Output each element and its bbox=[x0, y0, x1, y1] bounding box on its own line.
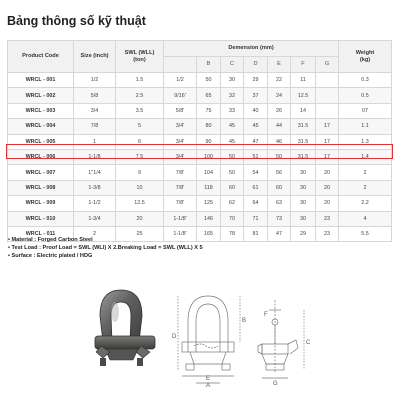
cell-dim-a: 3/4' bbox=[164, 134, 197, 149]
cell-dim-b: 75 bbox=[197, 103, 221, 118]
header-dim-d: D bbox=[244, 57, 268, 73]
cell-dim-e: 47 bbox=[268, 226, 291, 241]
cell-dim-f: 12.5 bbox=[291, 88, 316, 103]
table-row bbox=[8, 88, 392, 103]
cell-size: 1-3/4 bbox=[74, 211, 116, 226]
table-row bbox=[8, 165, 392, 180]
cell-dim-a: 7/8' bbox=[164, 165, 197, 180]
cell-size: 1-1/8 bbox=[74, 149, 116, 164]
cell-size: 7/8 bbox=[74, 119, 116, 134]
notes bbox=[8, 236, 203, 260]
cell-dim-b: 125 bbox=[197, 196, 221, 211]
cell-dim-g: 23 bbox=[316, 211, 339, 226]
cell-dim-c: 50 bbox=[221, 165, 244, 180]
cell-dim-a: 1-1/8' bbox=[164, 211, 197, 226]
cell-dim-d: 47 bbox=[244, 134, 268, 149]
table-row bbox=[8, 211, 392, 226]
cell-dim-e: 63 bbox=[268, 196, 291, 211]
cell-dim-g: 17 bbox=[316, 134, 339, 149]
cell-swl: 7.5 bbox=[116, 149, 164, 164]
cell-dim-g: 17 bbox=[316, 149, 339, 164]
note-test-load: • Test Load : Proof Load = SWL (WLI) X 2.Breaking Load = SWL (WLL) X 5 bbox=[8, 245, 203, 251]
label-e: E bbox=[206, 376, 211, 382]
cell-size: 1/2 bbox=[74, 73, 116, 88]
spec-table bbox=[7, 40, 392, 242]
cell-dim-c: 62 bbox=[221, 196, 244, 211]
cell-code: WRCL - 010 bbox=[8, 211, 74, 226]
cell-swl: 9 bbox=[116, 165, 164, 180]
cell-size: 3/4 bbox=[74, 103, 116, 118]
cell-dim-e: 56 bbox=[268, 165, 291, 180]
cell-dim-c: 45 bbox=[221, 134, 244, 149]
header-weight-label: Weight bbox=[355, 49, 375, 56]
page-title: Bảng thông số kỹ thuật bbox=[7, 14, 146, 28]
cell-weight: 2.2 bbox=[339, 196, 392, 211]
product-drawings bbox=[0, 280, 400, 390]
cell-dim-g bbox=[316, 73, 339, 88]
cell-dim-a: 3/4' bbox=[164, 119, 197, 134]
header-product-code: Product Code bbox=[8, 41, 74, 73]
header-weight bbox=[339, 41, 392, 73]
cell-size: 1"1/4 bbox=[74, 165, 116, 180]
cell-dim-b: 165 bbox=[197, 226, 221, 241]
cell-dim-a: 5/8' bbox=[164, 103, 197, 118]
cell-code: WRCL - 011 bbox=[8, 226, 74, 241]
cell-swl: 1.5 bbox=[116, 73, 164, 88]
cell-dim-f: 31.5 bbox=[291, 134, 316, 149]
cell-code: WRCL - 008 bbox=[8, 180, 74, 195]
cell-dim-e: 26 bbox=[268, 103, 291, 118]
cell-dim-c: 50 bbox=[221, 149, 244, 164]
cell-dim-f: 31.5 bbox=[291, 119, 316, 134]
cell-dim-d: 37 bbox=[244, 88, 268, 103]
label-d: D bbox=[172, 334, 177, 340]
cell-dim-c: 78 bbox=[221, 226, 244, 241]
cell-dim-d: 61 bbox=[244, 180, 268, 195]
cell-dim-c: 32 bbox=[221, 88, 244, 103]
cell-swl: 2.5 bbox=[116, 88, 164, 103]
cell-swl: 25 bbox=[116, 226, 164, 241]
cell-weight: 0.3 bbox=[339, 73, 392, 88]
cell-weight: 5.5 bbox=[339, 226, 392, 241]
label-f: F bbox=[264, 312, 268, 318]
cell-dim-c: 30 bbox=[221, 73, 244, 88]
header-dim-e: E bbox=[268, 57, 291, 73]
cell-dim-f: 30 bbox=[291, 196, 316, 211]
cell-dim-f: 29 bbox=[291, 226, 316, 241]
cell-dim-a: 3/4' bbox=[164, 149, 197, 164]
cell-size: 2 bbox=[74, 226, 116, 241]
cell-dim-e: 50 bbox=[268, 149, 291, 164]
header-dimension: Demension (mm) bbox=[164, 41, 339, 57]
header-dim-c: C bbox=[221, 57, 244, 73]
note-surface: • Surface : Electric plated / HDG bbox=[8, 253, 93, 259]
cell-dim-a: 1/2 bbox=[164, 73, 197, 88]
cell-dim-e: 46 bbox=[268, 134, 291, 149]
cell-dim-g: 20 bbox=[316, 165, 339, 180]
header-swl bbox=[116, 41, 164, 73]
cell-dim-a: 1-1/8' bbox=[164, 226, 197, 241]
cell-dim-g: 20 bbox=[316, 196, 339, 211]
cell-dim-g: 23 bbox=[316, 226, 339, 241]
cell-dim-f: 14 bbox=[291, 103, 316, 118]
label-c: C bbox=[306, 340, 311, 346]
cell-dim-a: 7/8' bbox=[164, 180, 197, 195]
cell-weight: 0.5 bbox=[339, 88, 392, 103]
cell-dim-b: 50 bbox=[197, 73, 221, 88]
table-row bbox=[8, 196, 392, 211]
header-dim-g: G bbox=[316, 57, 339, 73]
cell-dim-d: 29 bbox=[244, 73, 268, 88]
cell-code: WRCL - 009 bbox=[8, 196, 74, 211]
cell-size: 5/8 bbox=[74, 88, 116, 103]
cell-weight: 1.1 bbox=[339, 119, 392, 134]
cell-dim-b: 90 bbox=[197, 134, 221, 149]
cell-dim-c: 70 bbox=[221, 211, 244, 226]
cell-dim-f: 30 bbox=[291, 211, 316, 226]
cell-code: WRCL - 001 bbox=[8, 73, 74, 88]
cell-weight: 07 bbox=[339, 103, 392, 118]
cell-dim-c: 33 bbox=[221, 103, 244, 118]
cell-swl: 20 bbox=[116, 211, 164, 226]
header-dim-a bbox=[164, 57, 197, 73]
header-weight-unit: (kg) bbox=[359, 56, 371, 63]
table-row bbox=[8, 180, 392, 195]
cell-dim-f: 30 bbox=[291, 165, 316, 180]
cell-weight: 2 bbox=[339, 180, 392, 195]
cell-dim-d: 51 bbox=[244, 149, 268, 164]
header-dim-f: F bbox=[291, 57, 316, 73]
header-size: Size (inch) bbox=[74, 41, 116, 73]
cell-code: WRCL - 007 bbox=[8, 165, 74, 180]
cell-dim-d: 64 bbox=[244, 196, 268, 211]
note-material: • Material : Forged Carbon Steel bbox=[8, 237, 93, 243]
cell-dim-c: 45 bbox=[221, 119, 244, 134]
header-swl-label: SWL (WLL) bbox=[124, 49, 155, 56]
table-row bbox=[8, 119, 392, 134]
cell-size: 1-1/2 bbox=[74, 196, 116, 211]
cell-swl: 12.5 bbox=[116, 196, 164, 211]
table-row bbox=[8, 103, 392, 118]
table-row bbox=[8, 73, 392, 88]
label-b: B bbox=[242, 318, 247, 324]
front-view-drawing bbox=[178, 296, 240, 383]
cell-dim-g bbox=[316, 103, 339, 118]
cell-dim-b: 65 bbox=[197, 88, 221, 103]
cell-swl: 3.5 bbox=[116, 103, 164, 118]
cell-dim-f: 11 bbox=[291, 73, 316, 88]
cell-weight: 1.4 bbox=[339, 149, 392, 164]
cell-dim-c: 60 bbox=[221, 180, 244, 195]
cell-dim-f: 30 bbox=[291, 180, 316, 195]
cell-swl: 6 bbox=[116, 134, 164, 149]
cell-weight: 1.3 bbox=[339, 134, 392, 149]
cell-code: WRCL - 003 bbox=[8, 103, 74, 118]
cell-dim-b: 100 bbox=[197, 149, 221, 164]
cell-dim-e: 44 bbox=[268, 119, 291, 134]
cell-weight: 4 bbox=[339, 211, 392, 226]
cell-dim-d: 40 bbox=[244, 103, 268, 118]
cell-dim-b: 104 bbox=[197, 165, 221, 180]
cell-dim-e: 60 bbox=[268, 180, 291, 195]
cell-code: WRCL - 005 bbox=[8, 134, 74, 149]
cell-size: 1-3/8 bbox=[74, 180, 116, 195]
cell-code: WRCL - 002 bbox=[8, 88, 74, 103]
cell-dim-g bbox=[316, 88, 339, 103]
cell-dim-e: 22 bbox=[268, 73, 291, 88]
cell-size: 1 bbox=[74, 134, 116, 149]
cell-dim-d: 81 bbox=[244, 226, 268, 241]
cell-dim-a: 9/16' bbox=[164, 88, 197, 103]
cell-swl: 10 bbox=[116, 180, 164, 195]
wire-rope-clip-photo bbox=[95, 290, 155, 366]
cell-dim-b: 80 bbox=[197, 119, 221, 134]
cell-dim-d: 54 bbox=[244, 165, 268, 180]
highlight-box bbox=[6, 144, 393, 159]
cell-code: WRCL - 004 bbox=[8, 119, 74, 134]
cell-dim-f: 31.5 bbox=[291, 149, 316, 164]
cell-dim-e: 24 bbox=[268, 88, 291, 103]
cell-dim-a: 7/8' bbox=[164, 196, 197, 211]
cell-dim-g: 17 bbox=[316, 119, 339, 134]
label-g: G bbox=[273, 381, 278, 387]
header-dim-b: B bbox=[197, 57, 221, 73]
cell-dim-e: 73 bbox=[268, 211, 291, 226]
cell-swl: 5 bbox=[116, 119, 164, 134]
header-swl-unit: (ton) bbox=[133, 56, 146, 63]
cell-weight: 2 bbox=[339, 165, 392, 180]
cell-dim-d: 45 bbox=[244, 119, 268, 134]
label-a: A bbox=[206, 383, 211, 389]
cell-dim-g: 20 bbox=[316, 180, 339, 195]
cell-dim-b: 118 bbox=[197, 180, 221, 195]
cell-dim-b: 146 bbox=[197, 211, 221, 226]
cell-dim-d: 71 bbox=[244, 211, 268, 226]
cell-code: WRCL - 006 bbox=[8, 149, 74, 164]
